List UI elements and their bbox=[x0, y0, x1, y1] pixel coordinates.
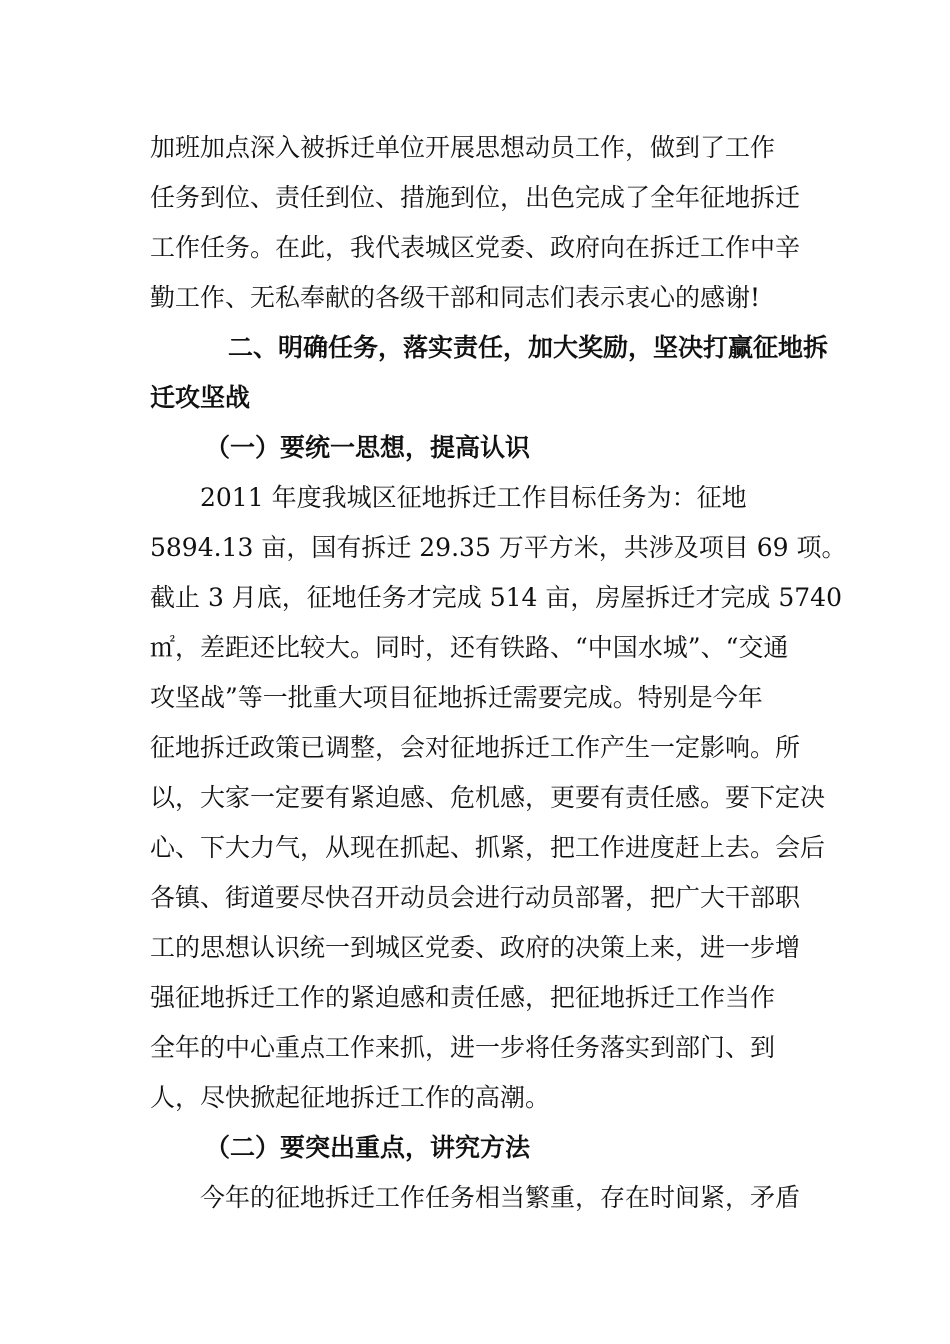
paragraph-2-line-3: 截止 3 月底，征地任务才完成 514 亩，房屋拆迁才完成 5740 bbox=[150, 583, 842, 612]
paragraph-2-line-1: 2011 年度我城区征地拆迁工作目标任务为：征地 bbox=[200, 483, 747, 512]
paragraph-1-line-2: 任务到位、责任到位、措施到位，出色完成了全年征地拆迁 bbox=[150, 183, 801, 212]
paragraph-2-line-12: 全年的中心重点工作来抓，进一步将任务落实到部门、到 bbox=[150, 1033, 776, 1062]
paragraph-2-line-4: ㎡，差距还比较大。同时，还有铁路、“中国水城”、“交通 bbox=[150, 633, 789, 662]
paragraph-2-line-11: 强征地拆迁工作的紧迫感和责任感，把征地拆迁工作当作 bbox=[150, 983, 776, 1012]
section-2-heading-line-2: 迁攻坚战 bbox=[150, 383, 251, 412]
paragraph-2-line-10: 工的思想认识统一到城区党委、政府的决策上来，进一步增 bbox=[150, 933, 801, 962]
paragraph-2-line-6: 征地拆迁政策已调整，会对征地拆迁工作产生一定影响。所 bbox=[150, 733, 801, 762]
section-2-heading-line-1: 二、明确任务，落实责任，加大奖励，坚决打赢征地拆 bbox=[228, 333, 829, 362]
paragraph-1-line-3: 工作任务。在此，我代表城区党委、政府向在拆迁工作中辛 bbox=[150, 233, 801, 262]
subsection-2-heading: （二）要突出重点，讲究方法 bbox=[205, 1133, 531, 1162]
paragraph-1-line-4: 勤工作、无私奉献的各级干部和同志们表示衷心的感谢! bbox=[150, 283, 761, 312]
paragraph-2-line-13: 人，尽快掀起征地拆迁工作的高潮。 bbox=[150, 1083, 551, 1112]
paragraph-2-line-9: 各镇、街道要尽快召开动员会进行动员部署，把广大干部职 bbox=[150, 883, 801, 912]
paragraph-2-line-5: 攻坚战”等一批重大项目征地拆迁需要完成。特别是今年 bbox=[150, 683, 763, 712]
subsection-1-heading: （一）要统一思想，提高认识 bbox=[205, 433, 531, 462]
paragraph-1-line-1: 加班加点深入被拆迁单位开展思想动员工作，做到了工作 bbox=[150, 133, 776, 162]
paragraph-2-line-8: 心、下大力气，从现在抓起、抓紧，把工作进度赶上去。会后 bbox=[150, 833, 826, 862]
paragraph-2-line-2: 5894.13 亩，国有拆迁 29.35 万平方米，共涉及项目 69 项。 bbox=[150, 533, 847, 562]
paragraph-2-line-7: 以，大家一定要有紧迫感、危机感，更要有责任感。要下定决 bbox=[150, 783, 826, 812]
paragraph-3-line-1: 今年的征地拆迁工作任务相当繁重，存在时间紧，矛盾 bbox=[200, 1183, 801, 1212]
